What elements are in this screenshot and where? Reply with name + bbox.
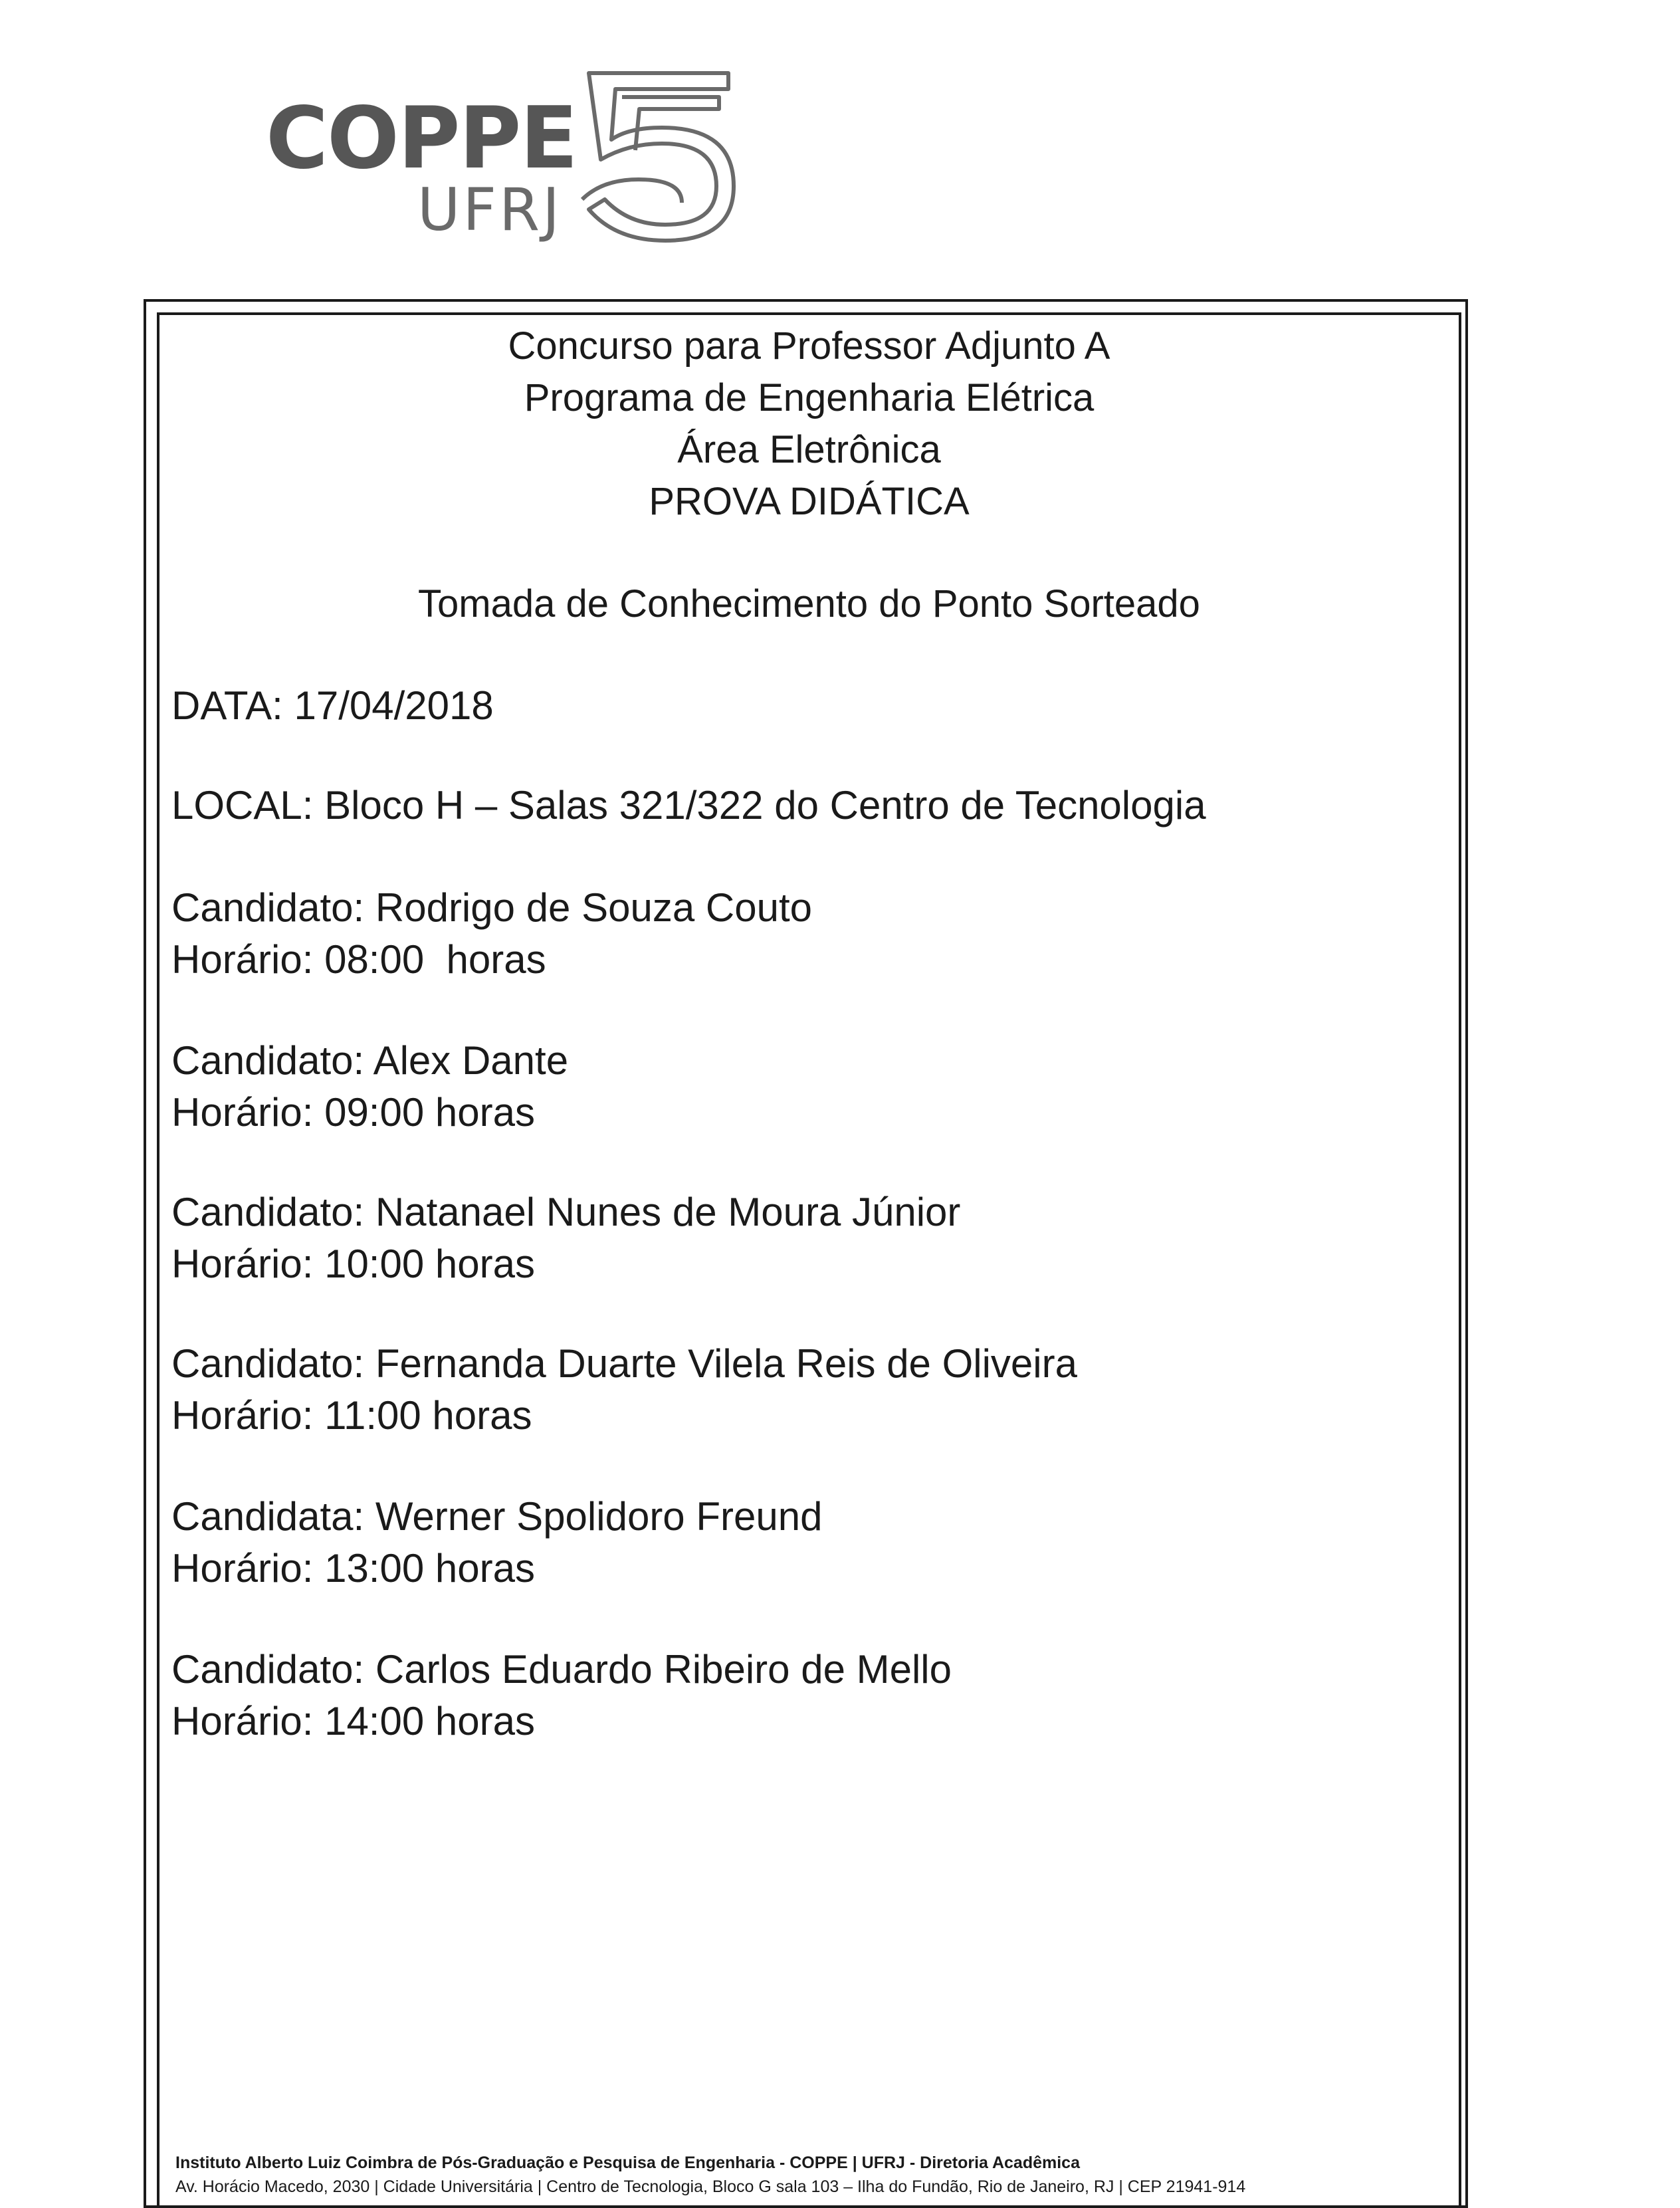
header-title: Concurso para Professor Adjunto A xyxy=(508,324,1110,368)
candidate-name: Candidato: Alex Dante xyxy=(171,1038,569,1083)
candidate-name: Candidato: Fernanda Duarte Vilela Reis de Oliveira xyxy=(171,1341,1077,1386)
candidate-name: Candidato: Natanael Nunes de Moura Júnior xyxy=(171,1190,961,1234)
candidate-time: Horário: 14:00 horas xyxy=(171,1699,535,1743)
candidate-name: Candidato: Rodrigo de Souza Couto xyxy=(171,885,812,930)
candidate-time: Horário: 13:00 horas xyxy=(171,1546,535,1591)
candidate-time: Horário: 08:00 horas xyxy=(171,937,546,982)
exam-date: DATA: 17/04/2018 xyxy=(171,683,494,728)
logo-ufrj-text: UFRJ xyxy=(417,175,563,244)
candidate-time: Horário: 09:00 horas xyxy=(171,1090,535,1135)
candidate-name: Candidata: Werner Spolidoro Freund xyxy=(171,1494,823,1539)
candidate-time: Horário: 11:00 horas xyxy=(171,1393,532,1438)
footer-address: Av. Horácio Macedo, 2030 | Cidade Universitária | Centro de Tecnologia, Bloco G sala 103 – Ilha do Fundão, Rio de Janeiro, RJ | CEP 21941-914 xyxy=(175,2177,1246,2196)
header-program: Programa de Engenharia Elétrica xyxy=(524,376,1095,419)
logo-coppe-text: COPPE xyxy=(266,89,577,188)
header-area: Área Eletrônica xyxy=(677,428,941,471)
header-exam: PROVA DIDÁTICA xyxy=(649,480,970,523)
candidate-time: Horário: 10:00 horas xyxy=(171,1242,535,1286)
footer-institution: Instituto Alberto Luiz Coimbra de Pós-Graduação e Pesquisa de Engenharia - COPPE | UFRJ - Diretoria Acadêmica xyxy=(175,2153,1080,2172)
logo-55-mark xyxy=(576,66,742,246)
candidate-name: Candidato: Carlos Eduardo Ribeiro de Mello xyxy=(171,1647,952,1692)
exam-location: LOCAL: Bloco H – Salas 321/322 do Centro de Tecnologia xyxy=(171,783,1206,828)
coppe-ufrj-logo xyxy=(266,66,744,253)
header-subtitle: Tomada de Conhecimento do Ponto Sorteado xyxy=(418,582,1200,625)
